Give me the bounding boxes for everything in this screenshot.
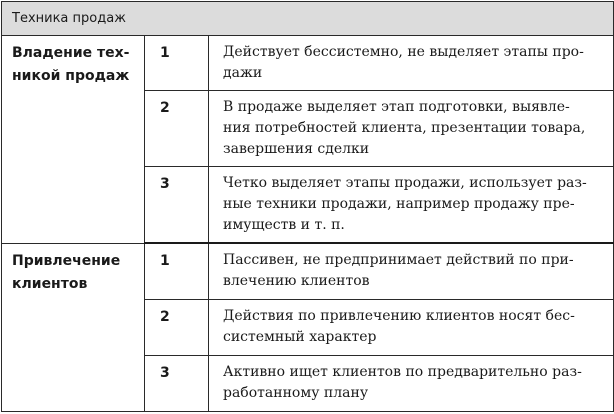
skill-name-line: Владение тех- bbox=[12, 45, 130, 61]
level-number: 2 bbox=[145, 299, 209, 355]
level-number: 3 bbox=[145, 355, 209, 411]
description-line: имуществ и т. п. bbox=[223, 217, 345, 233]
level-description bbox=[209, 167, 614, 244]
skill-name-line: Привлечение bbox=[12, 252, 121, 269]
level-number: 1 bbox=[145, 36, 209, 91]
skill-cell bbox=[2, 243, 145, 411]
description-line: Четко выделяет этапы продажи, использует раз- bbox=[223, 175, 587, 191]
description-line: В продаже выделяет этап подготовки, выявле- bbox=[223, 99, 570, 115]
description-line: Активно ищет клиентов по предварительно раз- bbox=[223, 363, 582, 380]
description-line: Действия по привлечению клиентов носят бес- bbox=[223, 307, 575, 324]
description-line: работанному плану bbox=[223, 384, 369, 401]
table-header-row bbox=[2, 2, 614, 36]
description-line: ния потребностей клиента, презентации товара, bbox=[223, 120, 586, 136]
level-description bbox=[209, 36, 614, 91]
description-line: ные техники продажи, например продажу пре- bbox=[223, 196, 575, 212]
skill-cell bbox=[2, 36, 145, 244]
level-description bbox=[209, 355, 614, 411]
level-number: 2 bbox=[145, 91, 209, 167]
description-line: системный характер bbox=[223, 328, 377, 345]
description-line: завершения сделки bbox=[223, 141, 370, 157]
description-line: Пассивен, не предпринимает действий по при- bbox=[223, 252, 574, 268]
table-title: Техника продаж bbox=[2, 2, 614, 36]
skill-name-line: клиентов bbox=[12, 275, 88, 292]
level-number: 3 bbox=[145, 167, 209, 244]
skill-name-line: никой продаж bbox=[12, 68, 130, 84]
level-description bbox=[209, 299, 614, 355]
competency-table bbox=[1, 1, 614, 412]
description-line: влечению клиентов bbox=[223, 273, 370, 289]
table-row bbox=[2, 36, 614, 91]
description-line: дажи bbox=[223, 65, 263, 81]
description-line: Действует бессистемно, не выделяет этапы про- bbox=[223, 44, 584, 60]
level-description bbox=[209, 243, 614, 299]
table-row bbox=[2, 243, 614, 299]
level-number: 1 bbox=[145, 243, 209, 299]
level-description bbox=[209, 91, 614, 167]
